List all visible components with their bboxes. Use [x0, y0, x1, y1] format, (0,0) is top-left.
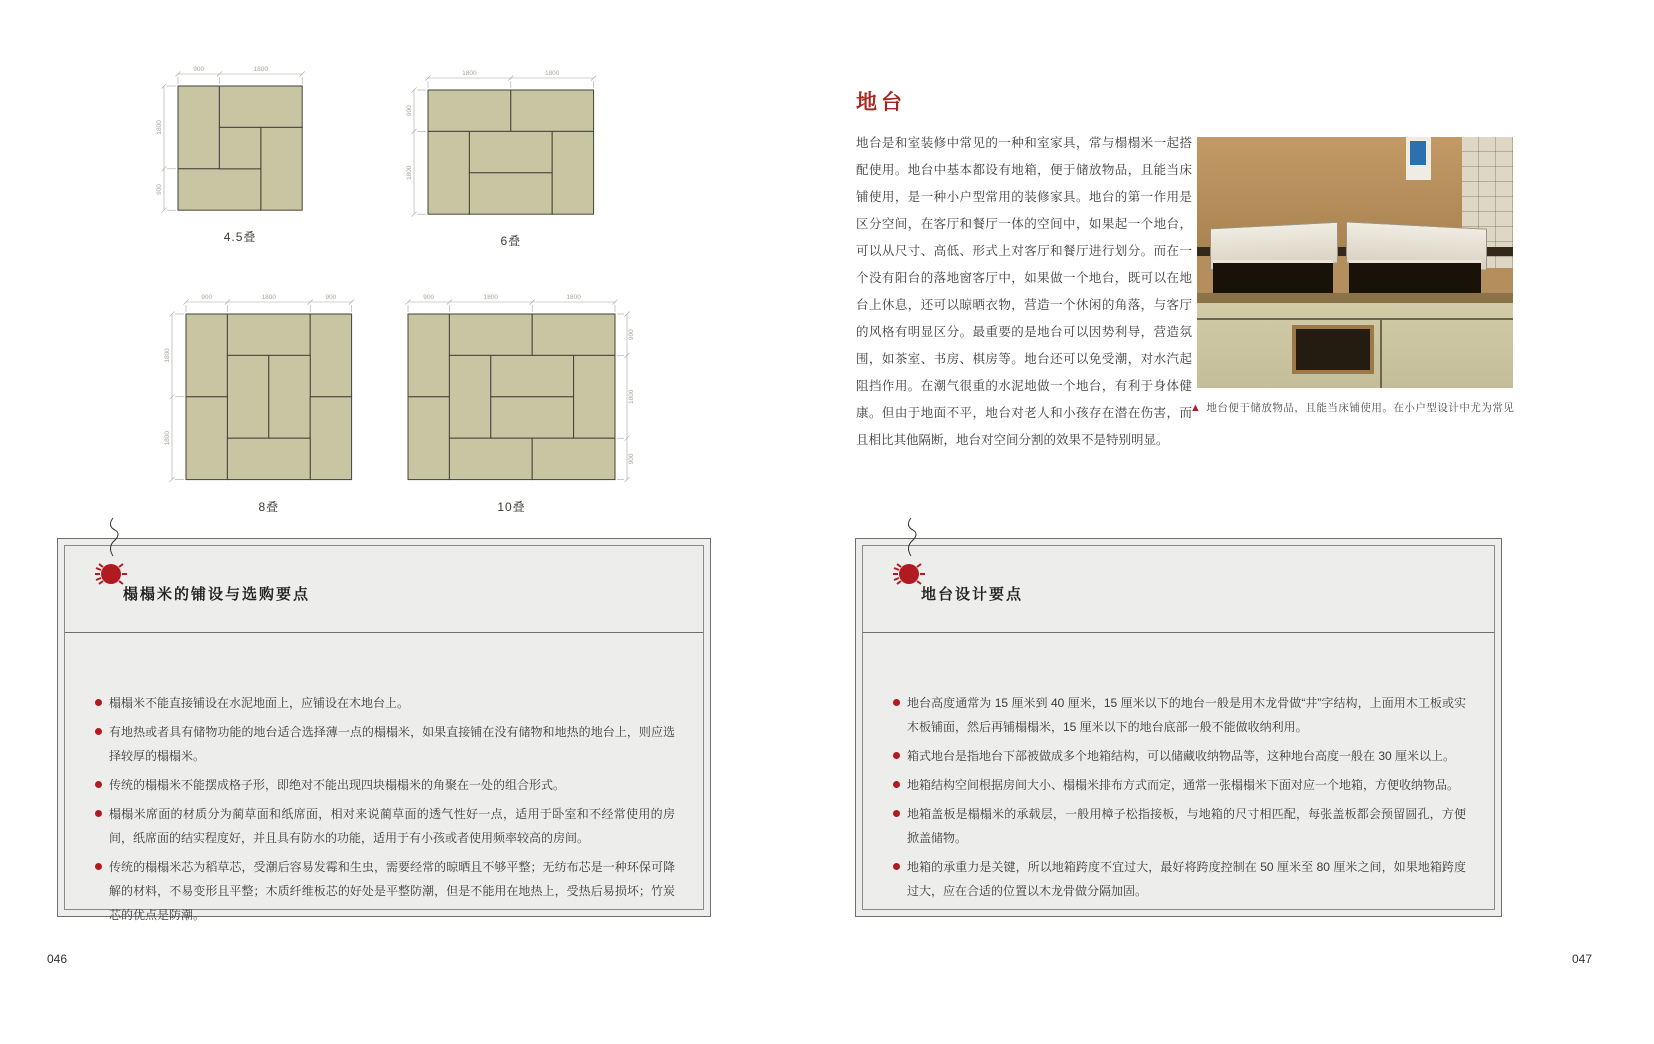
page-number-left: 046	[47, 952, 68, 966]
tips-box-title: 榻榻米的铺设与选购要点	[123, 586, 311, 603]
svg-text:900: 900	[155, 184, 163, 195]
tip-bullet-item	[109, 773, 675, 797]
bullet-dot-icon	[893, 699, 900, 706]
diagram-label: 4.5叠	[223, 230, 257, 245]
tips-box-tatami	[57, 538, 711, 922]
svg-text:900: 900	[406, 105, 414, 117]
page-number-right: 047	[1572, 952, 1593, 966]
tip-bullet-item	[907, 802, 1466, 850]
svg-text:1800: 1800	[406, 165, 414, 181]
photo-storage-cavity-left	[1213, 263, 1333, 296]
bullet-dot-icon	[95, 810, 102, 817]
svg-text:900: 900	[193, 65, 205, 73]
tip-bullet-item	[907, 773, 1466, 797]
bullet-dot-icon	[893, 810, 900, 817]
tatami-layout-svg	[152, 62, 308, 216]
photo-storage-cavity-right	[1349, 263, 1482, 296]
tatami-diagram-4-5	[152, 62, 308, 245]
photo-hanging-scroll	[1406, 137, 1431, 180]
tatami-layout-svg	[402, 66, 600, 220]
bullet-dot-icon	[95, 699, 102, 706]
bullet-dot-icon	[95, 728, 102, 735]
bullet-dot-icon	[95, 781, 102, 788]
tips-box-title: 地台设计要点	[921, 586, 1024, 603]
tip-bullet-item	[907, 744, 1466, 768]
tip-bullet-item	[907, 691, 1466, 739]
tips-box-platform	[855, 538, 1502, 917]
svg-text:1800: 1800	[462, 69, 477, 77]
svg-text:1800: 1800	[627, 389, 635, 405]
bullet-dot-icon	[893, 863, 900, 870]
tip-bullet-text: 榻榻米不能直接铺设在水泥地面上，应铺设在木地台上。	[109, 696, 410, 710]
tips-bullet-list	[65, 633, 703, 922]
diagram-label: 8叠	[258, 499, 280, 514]
article-body: 地台是和室装修中常见的一种和室家具，常与榻榻米一起搭配使用。地台中基本都设有地箱，便于储放物品，且能当床铺使用，是一种小户型常用的装修家具。地台的第一作用是区分空间，在客厅和餐厅一体的空间中，如果起一个地台，可以从尺寸、高低、形式上对客厅和餐厅进行划分。而在一个没有阳台的落地窗客厅中，如果做一个地台，既可以在地台上休息，还可以晾晒衣物，营造一个休闲的角落，与客厅的风格有明显区分。最重要的是地台可以因势利导，营造氛围，如茶室、书房、棋房等。地台还可以免受潮，对水汽起阻挡作用。在潮气很重的水泥地做一个地台，有利于身体健康。但由于地面不平，地台对老人和小孩存在潜在伤害，而且相比其他隔断，地台对空间分割的效果不是特别明显。	[856, 136, 1192, 447]
tips-box-inner-frame	[64, 545, 704, 922]
photo-sunken-table-pit	[1292, 325, 1374, 374]
photo-caption-text: 地台便于储放物品，且能当床铺使用。在小户型设计中尤为常见	[1206, 402, 1515, 414]
svg-text:1800: 1800	[253, 65, 269, 73]
caption-triangle-icon: ▲	[1190, 402, 1202, 414]
tips-box-inner-frame	[862, 545, 1495, 910]
tip-bullet-item	[907, 855, 1466, 903]
tatami-mats	[428, 90, 594, 214]
svg-text:900: 900	[627, 453, 635, 465]
svg-text:1800: 1800	[261, 293, 277, 301]
tatami-diagram-10	[402, 290, 641, 515]
svg-text:1800: 1800	[566, 293, 581, 301]
tip-bullet-item	[109, 802, 675, 850]
tip-bullet-text: 地箱的承重力是关键，所以地箱跨度不宜过大，最好将跨度控制在 50 厘米至 80 厘米之间，如果地箱跨度过大，应在合适的位置以木龙骨做分隔加固。	[907, 860, 1466, 898]
svg-text:900: 900	[201, 293, 213, 301]
tatami-mats	[186, 314, 352, 480]
svg-text:1800: 1800	[163, 348, 171, 363]
tips-box-header	[863, 546, 1494, 633]
tatami-diagram-6	[402, 66, 600, 249]
svg-text:900: 900	[325, 293, 337, 301]
photo-tatami-seam	[1380, 318, 1382, 388]
tip-bullet-item	[109, 691, 675, 715]
bullet-dot-icon	[893, 752, 900, 759]
diagram-label: 6叠	[500, 234, 522, 249]
photo-scroll-art	[1410, 141, 1426, 164]
svg-text:1800: 1800	[155, 120, 163, 135]
tip-bullet-text: 箱式地台是指地台下部被做成多个地箱结构，可以储藏收纳物品等，这种地台高度一般在 30 厘米以上。	[907, 749, 1456, 763]
photo-tatami-floor	[1197, 303, 1513, 388]
tip-bullet-text: 地箱结构空间根据房间大小、榻榻米排布方式而定，通常一张榻榻米下面对应一个地箱，方便收纳物品。	[907, 778, 1460, 792]
bullet-dot-icon	[893, 781, 900, 788]
diagram-label: 10叠	[497, 499, 526, 514]
tip-bullet-text: 地箱盖板是榻榻米的承载层，一般用樟子松指接板，与地箱的尺寸相匹配，每张盖板都会预留圆孔，方便掀盖储物。	[907, 807, 1466, 845]
photo-tatami-seam	[1197, 318, 1513, 320]
tip-bullet-text: 有地热或者具有储物功能的地台适合选择薄一点的榻榻米，如果直接铺在没有储物和地热的地台上，则应选择较厚的榻榻米。	[109, 725, 675, 763]
bullet-dot-icon	[95, 863, 102, 870]
tip-bullet-text: 传统的榻榻米芯为稻草芯，受潮后容易发霉和生虫，需要经常的晾晒且不够平整；无纺布芯是一种环保可降解的材料，不易变形且平整；木质纤维板芯的好处是平整防潮，但是不能用在地热上，受热后易损坏；竹炭芯的优点是防潮。	[109, 860, 675, 922]
tip-bullet-item	[109, 720, 675, 768]
svg-text:1800: 1800	[483, 293, 499, 301]
tatami-diagram-8	[160, 290, 358, 515]
tatami-layout-svg	[160, 290, 358, 486]
tips-bullet-list	[863, 633, 1494, 909]
article-title: 地台	[856, 91, 906, 114]
tip-bullet-item	[109, 855, 675, 927]
photo-caption	[1190, 400, 1600, 415]
tatami-mats	[408, 314, 615, 480]
photo-tatami-storage	[1197, 137, 1513, 388]
svg-text:1800: 1800	[544, 69, 560, 77]
photo-pit-interior	[1296, 329, 1370, 370]
tip-bullet-text: 地台高度通常为 15 厘米到 40 厘米，15 厘米以下的地台一般是用木龙骨做“井”字结构，上面用木工板或实木板铺面，然后再铺榻榻米，15 厘米以下的地台底部一般不能做收纳利用。	[907, 696, 1466, 734]
svg-text:900: 900	[627, 329, 635, 341]
tip-bullet-text: 传统的榻榻米不能摆成格子形，即绝对不能出现四块榻榻米的角聚在一处的组合形式。	[109, 778, 566, 792]
svg-text:900: 900	[423, 293, 435, 301]
tatami-mats	[178, 86, 302, 210]
tip-bullet-text: 榻榻米席面的材质分为蔺草面和纸席面，相对来说蔺草面的透气性好一点，适用于卧室和不经常使用的房间，纸席面的结实程度好，并且具有防水的功能，适用于有小孩或者使用频率较高的房间。	[109, 807, 675, 845]
svg-text:1800: 1800	[163, 430, 171, 446]
tatami-layout-svg	[402, 290, 641, 486]
tips-box-header	[65, 546, 703, 633]
